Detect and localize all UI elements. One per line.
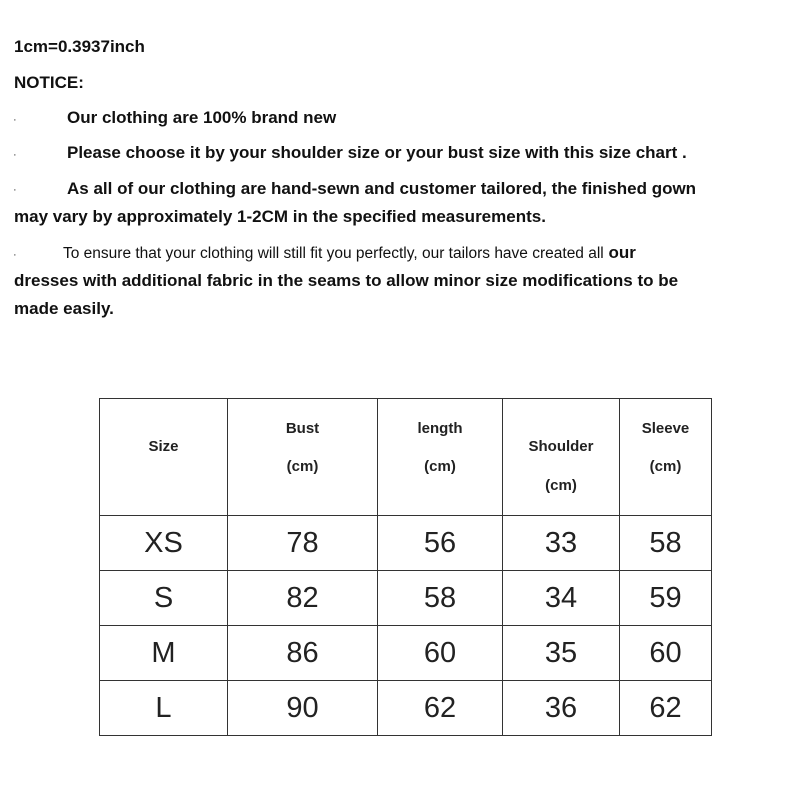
cell-sleeve: 58 xyxy=(620,516,712,571)
header-sleeve: Sleeve (cm) xyxy=(620,399,712,516)
cell-bust: 86 xyxy=(228,626,378,681)
header-row xyxy=(100,399,712,516)
bullet-1: · xyxy=(13,114,17,126)
cell-length: 60 xyxy=(378,626,503,681)
cell-sleeve: 60 xyxy=(620,626,712,681)
note-fit xyxy=(63,243,636,263)
size-chart-table xyxy=(99,398,712,736)
table-row xyxy=(100,681,712,736)
cell-size: L xyxy=(100,681,228,736)
cell-shoulder: 34 xyxy=(503,571,620,626)
cell-size: S xyxy=(100,571,228,626)
note-hand-sewn: As all of our clothing are hand-sewn and customer tailored, the finished gown xyxy=(67,179,697,198)
note-hand-sewn-cont: may vary by approximately 1-2CM in the specified measurements. xyxy=(14,207,546,226)
cell-size: XS xyxy=(100,516,228,571)
table-row xyxy=(100,516,712,571)
note-fit-text: To ensure that your clothing will still fit you perfectly, our tailors have created all xyxy=(63,245,604,262)
table-row xyxy=(100,626,712,681)
note-fit-cont-2: made easily. xyxy=(14,299,114,318)
cell-length: 62 xyxy=(378,681,503,736)
table-row xyxy=(100,571,712,626)
header-size: Size xyxy=(100,399,228,516)
header-bust: Bust (cm) xyxy=(228,399,378,516)
cell-shoulder: 35 xyxy=(503,626,620,681)
cell-length: 58 xyxy=(378,571,503,626)
cell-bust: 78 xyxy=(228,516,378,571)
bullet-3: · xyxy=(13,184,17,196)
cell-sleeve: 62 xyxy=(620,681,712,736)
note-choose-size: Please choose it by your shoulder size or your bust size with this size chart . xyxy=(67,143,687,162)
cell-shoulder: 33 xyxy=(503,516,620,571)
cell-shoulder: 36 xyxy=(503,681,620,736)
conversion-note: 1cm=0.3937inch xyxy=(14,37,145,56)
note-fit-cont-1: dresses with additional fabric in the seams to allow minor size modifications to be xyxy=(14,271,679,290)
cell-sleeve: 59 xyxy=(620,571,712,626)
note-fit-our: our xyxy=(608,243,636,262)
cell-length: 56 xyxy=(378,516,503,571)
cell-bust: 82 xyxy=(228,571,378,626)
bullet-4: · xyxy=(13,249,17,261)
header-shoulder: Shoulder (cm) xyxy=(503,399,620,516)
bullet-2: · xyxy=(13,149,17,161)
cell-size: M xyxy=(100,626,228,681)
header-length: length (cm) xyxy=(378,399,503,516)
notice-title: NOTICE: xyxy=(14,73,84,92)
cell-bust: 90 xyxy=(228,681,378,736)
note-brand-new: Our clothing are 100% brand new xyxy=(67,108,337,127)
